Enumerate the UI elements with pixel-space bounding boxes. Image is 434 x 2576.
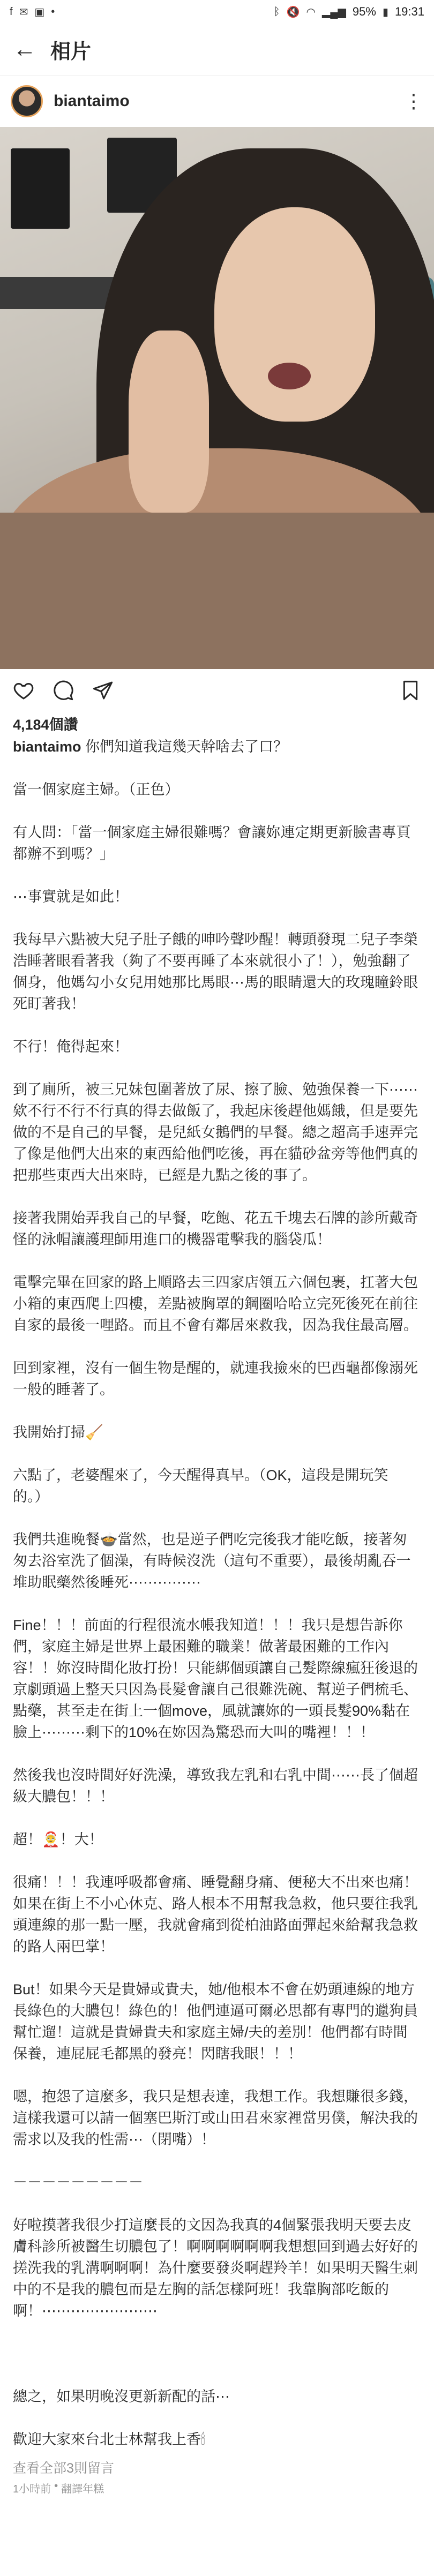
bluetooth-icon: ᛒ	[273, 5, 280, 18]
post-username[interactable]: biantaimo	[54, 92, 130, 110]
wifi-icon: ◠	[306, 6, 316, 18]
mute-icon: 🔇	[286, 6, 300, 18]
messenger-icon: ✉	[19, 6, 28, 18]
post-caption	[0, 734, 434, 2450]
photo-face	[214, 207, 375, 422]
image-notification-icon: ▣	[34, 6, 45, 18]
translate-link[interactable]: 翻譯年糕	[61, 2483, 104, 2495]
photo-mouth	[268, 363, 311, 389]
post-actions	[0, 669, 434, 712]
heart-icon[interactable]	[12, 679, 35, 702]
notification-dot-icon: •	[51, 5, 55, 18]
page-title: 相片	[50, 40, 92, 63]
signal-icon: ▂▄▆	[321, 6, 346, 18]
photo-monitor	[11, 148, 70, 229]
post-photo[interactable]	[0, 127, 434, 669]
view-comments-link[interactable]: 查看全部3則留言	[13, 2461, 114, 2476]
caption-text: 你們知道我這幾天幹啥去了口？ 當一個家庭主婦。（正色） 有人問：「當一個家庭主婦很難嗎？會讓妳連定期更新臉書專頁都辦不到嗎？」 ⋯事實就是如此！ 我每早六點被大兒子肚子餓的呻吟聲吵醒！轉頭發現二兒子李榮浩睡著眼看著我（夠了不要再睡了本來就很小了！），勉強翻了個身，他媽勾小女兒用她那比馬眼⋯馬的眼睛還大的玫瑰瞳鈴眼死盯著我！ 不行！俺得起來！ 到了廁所，被三兄妹包圍著放了尿、擦了臉、勉強保養一下⋯⋯欸不行不行不行真的得去做飯了，我起床後趕他媽餓，但是要先做的不是自己的早餐，是兒紙女鵝們的早餐。總之超高手速弄完了像是他們大出來的東西給他們吃後，再在貓砂盆旁等他們真的把那些東西大出來時，已經是九點之後的事了。 接著我開始弄我自己的早餐，吃飽、花五千塊去石牌的診所戴奇怪的泳帽讓護理師用進口的機器電擊我的腦袋瓜！ 電擊完畢在回家的路上順路去三四家店領五六個包裹，扛著大包小箱的東西爬上四樓，差點被胸罩的鋼圈哈哈立完死後死在前往自家的最後一哩路。而且不會有鄰居來救我，因為我住最高層。 回到家裡，沒有一個生物是醒的，就連我撿來的巴西龜都像溺死一般的睡著了。 我開始打掃🧹 六點了，老婆醒來了，今天醒得真早。（OK，這段是開玩笑的。） 我們共進晚餐🍲當然，也是逆子們吃完後我才能吃飯，接著匆匆去浴室洗了個澡，有時候沒洗（這句不重要），最後胡亂吞一堆助眠藥然後睡死⋯⋯⋯⋯⋯ Fine！！！前面的行程很流水帳我知道！！！我只是想告訴你們，家庭主婦是世界上最困難的職業！做著最困難的工作內容！！妳沒時間化妝打扮！只能綁個頭讓自己髮際線瘋狂後退的京劇頭過上整天只因為長髮會讓自己很難洗碗、幫逆子們梳毛、點藥，甚至走在街上一個move，風就讓妳的一頭長髮90%黏在臉上⋯⋯⋯剩下的10%在妳因為驚恐而大叫的嘴裡！！！ 然後我也沒時間好好洗澡，導致我左乳和右乳中間⋯⋯長了個超級大膿包！！！ 超！🤶！大！ 很痛！！！我連呼吸都會痛、睡覺翻身痛、便秘大不出來也痛！如果在街上不小心休克、路人根本不用幫我急救，他只要往我乳頭連線的那一點一壓，我就會痛到從柏油路面彈起來給幫我急救的路人兩巴掌！ But！如果今天是貴婦或貴夫，她/他根本不會在奶頭連線的地方長綠色的大膿包！綠色的！他們連逼可爾必思都有專門的邋狗員幫忙遛！這就是貴婦貴夫和家庭主婦/夫的差別！他們都有時間保養，連屁屁毛都黑的發亮！閃瞎我眼！！！ 嗯，抱怨了這麼多，我只是想表達，我想工作。我想賺很多錢，這樣我還可以請一個塞巴斯汀或山田君來家裡當男僕，解決我的需求以及我的性需⋯（閉嘴）！ －－－－－－－－－ 好啦摸著我很少打這麼長的文因為我真的4個緊張我明天要去皮膚科診所被醫生切膿包了！啊啊啊啊啊啊我想想回到過去好好的搓洗我的乳溝啊啊啊！為什麼要發炎啊趕羚羊！如果明天醫生刺中的不是我的膿包而是左胸的話怎樣阿班！我靠胸部吃飯的啊！⋯⋯⋯⋯⋯⋯⋯⋯ 總之，如果明晚沒更新新配的話⋯ 歡迎大家來台北士林幫我上香🕯	[13, 739, 418, 2447]
back-arrow-icon[interactable]: ←	[13, 36, 36, 62]
bookmark-icon[interactable]	[399, 679, 422, 702]
status-bar	[0, 0, 434, 24]
like-count[interactable]: 4,184個讚	[13, 717, 78, 733]
battery-level: 95%	[352, 5, 376, 18]
app-bar	[0, 24, 434, 76]
share-icon[interactable]	[91, 679, 115, 702]
avatar[interactable]	[11, 85, 43, 117]
post-meta: 1小時前 • 翻譯年糕	[13, 2480, 104, 2495]
photo-hand	[129, 331, 209, 513]
more-vert-icon[interactable]: ⋮	[404, 90, 423, 112]
facebook-notification-icon: f	[10, 5, 13, 18]
comment-icon[interactable]	[51, 679, 75, 702]
post-time: 1小時前	[13, 2483, 51, 2495]
post-header	[0, 76, 434, 127]
photo-shirt	[0, 513, 434, 669]
clock: 19:31	[394, 5, 424, 18]
caption-username[interactable]: biantaimo	[13, 739, 81, 755]
battery-icon: ▮	[382, 6, 388, 18]
